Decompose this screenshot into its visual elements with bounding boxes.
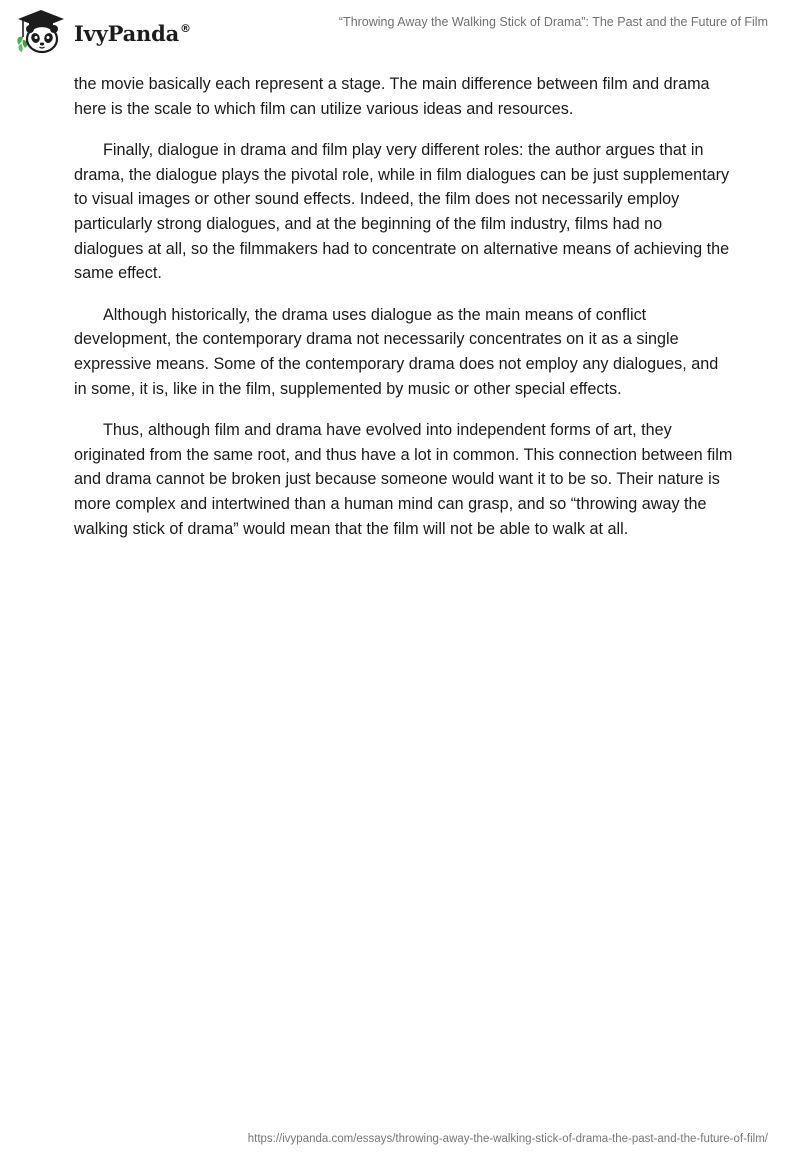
page-header: [0, 0, 800, 64]
panda-graduate-icon: [14, 8, 68, 56]
essay-body: [74, 72, 734, 558]
paragraph: Finally, dialogue in drama and film play very different roles: the author argues that in drama, the dialogue plays the pivotal role, while in film dialogues can be just supplementary to visual images or other sound effects. Indeed, the film does not necessarily employ particularly strong dialogues, and at the beginning of the film industry, films had no dialogues at all, so the filmmakers had to concentrate on alternative means of achieving the same effect.: [74, 141, 730, 283]
source-url-link[interactable]: https://ivypanda.com/essays/throwing-away-the-walking-stick-of-drama-the-past-and-the-future-of-film/: [247, 1133, 768, 1145]
document-title: “Throwing Away the Walking Stick of Drama”: The Past and the Future of Film: [338, 15, 768, 29]
paragraph: the movie basically each represent a stage. The main difference between film and drama here is the scale to which film can utilize various ideas and resources.: [74, 75, 710, 118]
paragraph: Although historically, the drama uses dialogue as the main means of conflict development, the contemporary drama not necessarily concentrates on it as a single expressive means. Some of the contemporary drama does not employ any dialogues, and in some, it is, like in the film, supplemented by music or other special effects.: [74, 305, 719, 398]
ivypanda-logo[interactable]: [14, 8, 191, 56]
logo-wordmark: IvyPanda®: [74, 20, 191, 46]
paragraph: Thus, although film and drama have evolved into independent forms of art, they originated from the same root, and thus have a lot in common. This connection between film and drama cannot be broken just because someone would want it to be so. Their nature is more complex and intertwined than a human mind can grasp, and so “throwing away the walking stick of drama” would mean that the film will not be able to walk at all.: [74, 421, 733, 538]
